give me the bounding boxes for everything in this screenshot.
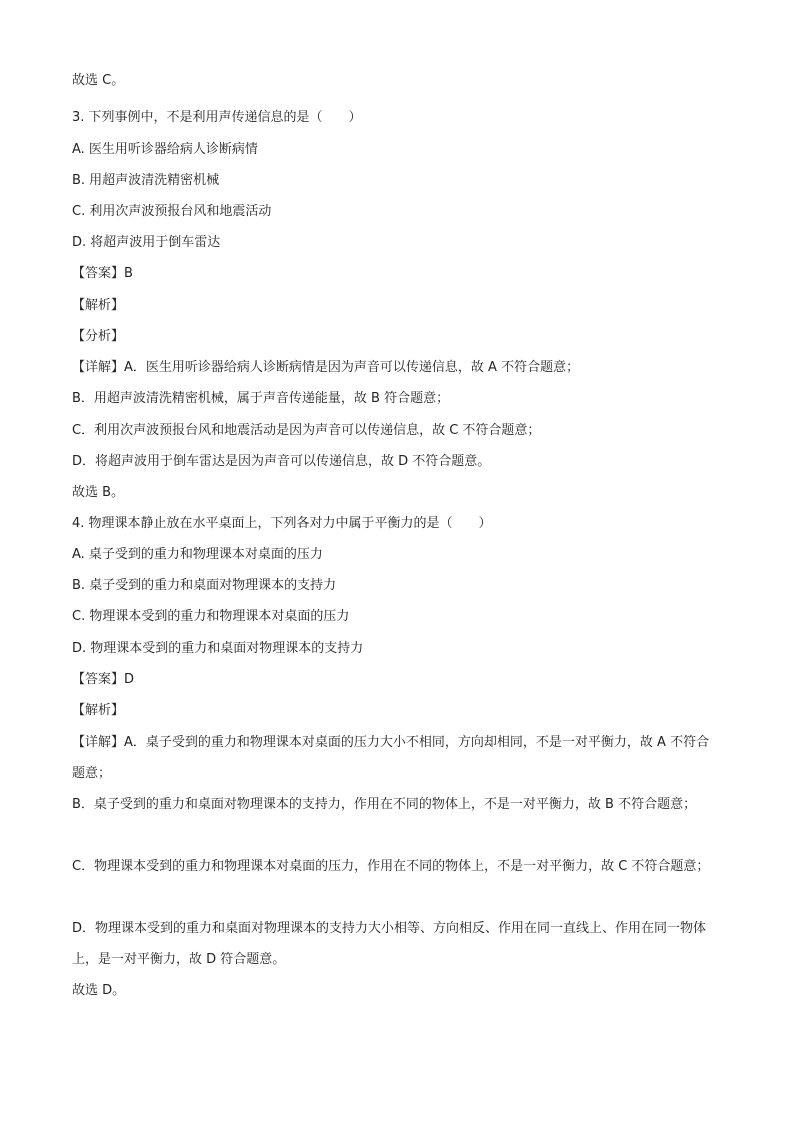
question-3-option-d: D. 将超声波用于倒车雷达 (72, 235, 221, 250)
question-4-option-c: C. 物理课本受到的重力和物理课本对桌面的压力 (72, 609, 350, 624)
question-4-option-d: D. 物理课本受到的重力和桌面对物理课本的支持力 (72, 641, 364, 656)
question-4-detail-a (72, 727, 722, 789)
answer-value: B (124, 266, 133, 281)
question-4-conclusion: 故选 D。 (72, 983, 126, 998)
question-3-conclusion: 故选 B。 (72, 485, 125, 500)
detail-text: A．桌子受到的重力和物理课本对桌面的压力大小不相同，方向却相同，不是一对平衡力，故 A 不符合题意； (72, 735, 710, 781)
question-4-detail-c: C．物理课本受到的重力和物理课本对桌面的压力，作用在不同的物体上，不是一对平衡力，故 C 不符合题意； (72, 859, 710, 874)
question-3-stem: 3. 下列事例中，不是利用声传递信息的是（ ） (72, 110, 362, 125)
question-4-analysis-label: 【解析】 (72, 703, 125, 718)
question-4-stem: 4. 物理课本静止放在水平桌面上，下列各对力中属于平衡力的是（ ） (72, 516, 492, 531)
question-3-option-b: B. 用超声波清洗精密机械 (72, 173, 220, 188)
detail-text: A．医生用听诊器给病人诊断病情是因为声音可以传递信息，故 A 不符合题意； (124, 360, 580, 375)
question-3-detail-c: C．利用次声波预报台风和地震活动是因为声音可以传递信息，故 C 不符合题意； (72, 423, 541, 438)
question-3-analysis-label: 【解析】 (72, 298, 125, 313)
question-3-detail-a (72, 359, 579, 377)
detail-label: 【详解】 (72, 360, 125, 375)
question-3-answer (72, 265, 133, 283)
question-3-option-c: C. 利用次声波预报台风和地震活动 (72, 204, 272, 219)
question-3-detail-d: D．将超声波用于倒车雷达是因为声音可以传递信息，故 D 不符合题意。 (72, 454, 491, 469)
answer-label: 【答案】 (72, 672, 125, 687)
answer-value: D (124, 672, 135, 687)
question-4-answer (72, 671, 134, 689)
detail-label: 【详解】 (72, 735, 125, 750)
previous-conclusion: 故选 C。 (72, 73, 125, 88)
question-3-detail-b: B．用超声波清洗精密机械，属于声音传递能量，故 B 符合题意； (72, 391, 450, 406)
question-3-fenxi-label: 【分析】 (72, 329, 125, 344)
question-3-option-a: A. 医生用听诊器给病人诊断病情 (72, 142, 258, 157)
question-4-detail-d: D．物理课本受到的重力和桌面对物理课本的支持力大小相等、方向相反、作用在同一直线上、作用在同一物体上，是一对平衡力，故 D 符合题意。 (72, 921, 707, 967)
answer-label: 【答案】 (72, 266, 125, 281)
question-4-option-a: A. 桌子受到的重力和物理课本对桌面的压力 (72, 547, 323, 562)
question-4-option-b: B. 桌子受到的重力和桌面对物理课本的支持力 (72, 578, 337, 593)
question-4-detail-b: B．桌子受到的重力和桌面对物理课本的支持力，作用在不同的物体上，不是一对平衡力，故 B 不符合题意； (72, 797, 697, 812)
